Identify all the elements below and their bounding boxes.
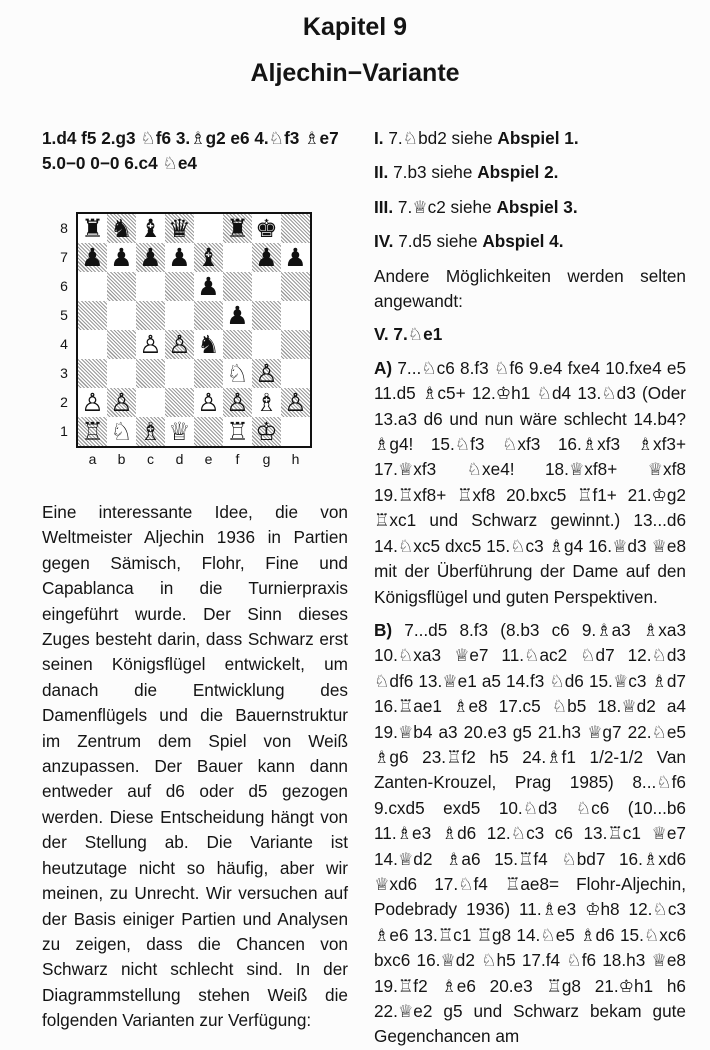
board-square-f5 xyxy=(223,301,252,330)
chess-board xyxy=(76,212,312,448)
board-square-d6 xyxy=(165,272,194,301)
chess-piece-icon: ♘ xyxy=(226,359,249,388)
variant-number: III. xyxy=(374,196,394,217)
board-square-h7 xyxy=(281,243,310,272)
chess-piece-icon: ♕ xyxy=(168,417,191,446)
chess-piece-icon: ♙ xyxy=(197,388,220,417)
chess-piece-icon: ♝ xyxy=(197,243,220,272)
chess-piece-icon: ♙ xyxy=(139,330,162,359)
chess-piece-icon: ♜ xyxy=(226,214,249,243)
board-square-a7 xyxy=(78,243,107,272)
variant-a-paragraph xyxy=(374,356,686,610)
board-square-g3 xyxy=(252,359,281,388)
board-square-g5 xyxy=(252,301,281,330)
board-square-e7 xyxy=(194,243,223,272)
board-square-e4 xyxy=(194,330,223,359)
variant-a-label: A) xyxy=(374,357,393,378)
file-label: h xyxy=(291,451,300,467)
chess-piece-icon: ♗ xyxy=(255,388,278,417)
chess-piece-icon: ♟ xyxy=(197,272,220,301)
board-square-e5 xyxy=(194,301,223,330)
chess-piece-icon: ♙ xyxy=(226,388,249,417)
chess-piece-icon: ♟ xyxy=(168,243,191,272)
board-square-c2 xyxy=(136,388,165,417)
chess-piece-icon: ♔ xyxy=(255,417,278,446)
board-square-d2 xyxy=(165,388,194,417)
rank-label: 4 xyxy=(60,336,68,352)
rank-label: 1 xyxy=(60,423,68,439)
file-label: a xyxy=(88,451,97,467)
chess-piece-icon: ♘ xyxy=(110,417,133,446)
board-square-g1 xyxy=(252,417,281,446)
board-square-b2 xyxy=(107,388,136,417)
rank-label: 8 xyxy=(60,220,68,236)
board-square-c6 xyxy=(136,272,165,301)
board-square-h8 xyxy=(281,214,310,243)
board-square-d8 xyxy=(165,214,194,243)
file-label: f xyxy=(235,451,240,467)
rank-label: 7 xyxy=(60,249,68,265)
variant-number: II. xyxy=(374,162,389,183)
chess-piece-icon: ♛ xyxy=(168,214,191,243)
chess-piece-icon: ♚ xyxy=(255,214,278,243)
chess-piece-icon: ♙ xyxy=(284,388,307,417)
right-column xyxy=(374,126,686,1050)
chess-piece-icon: ♟ xyxy=(255,243,278,272)
variant-a-text: 7...♘c6 8.f3 ♘f6 9.e4 fxe4 10.fxe4 e5 11.d5 ♗c5+ 12.♔h1 ♘d4 13.♘d3 (Oder 13.a3 d6 und nun wäre schlecht 14.b4? ♗g4! 15.♘f3 ♘xf3 16.♗xf3 ♗xf3+ 17.♕xf3 ♘xe4! 18.♕xf8+ ♕xf8 19.♖xf8+ ♖xf8 20.bxc5 ♖f1+ 21.♔g2 ♖xc1 und Schwarz gewinnt.) 13...d6 14.♘xc5 dxc5 15.♘c3 ♗g4 16.♕d3 ♕e8 mit der Überführung der Dame auf den Königsflügel und guten Perspektiven. xyxy=(374,357,686,607)
file-label: b xyxy=(117,451,126,467)
board-square-e2 xyxy=(194,388,223,417)
board-square-b7 xyxy=(107,243,136,272)
chess-piece-icon: ♟ xyxy=(81,243,104,272)
chess-piece-icon: ♟ xyxy=(284,243,307,272)
board-square-a2 xyxy=(78,388,107,417)
chess-piece-icon: ♙ xyxy=(255,359,278,388)
rank-label: 2 xyxy=(60,394,68,410)
board-square-f1 xyxy=(223,417,252,446)
chess-piece-icon: ♞ xyxy=(197,330,220,359)
variant-b-label: B) xyxy=(374,619,393,640)
variant-item xyxy=(374,126,686,151)
rank-label: 6 xyxy=(60,278,68,294)
board-square-c8 xyxy=(136,214,165,243)
variant-item xyxy=(374,160,686,185)
board-square-c1 xyxy=(136,417,165,446)
board-square-a1 xyxy=(78,417,107,446)
variant-item xyxy=(374,229,686,254)
variant-reference: Abspiel 2. xyxy=(477,162,559,183)
board-square-c7 xyxy=(136,243,165,272)
variant-move: 7.♘bd2 siehe xyxy=(388,128,493,148)
chess-piece-icon: ♟ xyxy=(139,243,162,272)
left-text-block xyxy=(42,500,348,1034)
board-square-f6 xyxy=(223,272,252,301)
variant-item xyxy=(374,195,686,220)
chess-piece-icon: ♞ xyxy=(110,214,133,243)
board-square-e8 xyxy=(194,214,223,243)
chess-piece-icon: ♖ xyxy=(226,417,249,446)
file-labels xyxy=(78,450,310,470)
chess-piece-icon: ♟ xyxy=(226,301,249,330)
board-square-h4 xyxy=(281,330,310,359)
chess-piece-icon: ♖ xyxy=(81,417,104,446)
variant-number: IV. xyxy=(374,231,394,252)
board-square-a3 xyxy=(78,359,107,388)
board-square-e6 xyxy=(194,272,223,301)
board-square-b5 xyxy=(107,301,136,330)
variant-list xyxy=(374,126,686,255)
variant-reference: Abspiel 3. xyxy=(496,196,578,217)
board-square-a8 xyxy=(78,214,107,243)
board-square-b4 xyxy=(107,330,136,359)
board-square-a5 xyxy=(78,301,107,330)
board-square-g4 xyxy=(252,330,281,359)
variant-b-text: 7...d5 8.f3 (8.b3 c6 9.♗a3 ♗xa3 10.♘xa3 ♕e7 11.♘ac2 ♘d7 12.♘d3 ♘df6 13.♕e1 a5 14.f3 ♘d6 15.♕c3 ♗d7 16.♖ae1 ♗e8 17.c5 ♘b5 18.♕d2 a4 19.♕b4 a3 20.e3 g5 21.h3 ♕g7 22.♘e5 ♗g6 23.♖f2 h5 24.♗f1 1/2-1/2 Van Zanten-Krouzel, Prag 1985) 8...♘f6 9.cxd5 exd5 10.♘d3 ♘c6 (10...b6 11.♗e3 ♗d6 12.♘c3 c6 13.♖c1 ♕e7 14.♕d2 ♗a6 15.♖f4 ♘bd7 16.♗xd6 ♕xd6 17.♘f4 ♖ae8= Flohr-Aljechin, Podebrady 1936) 11.♗e3 ♔h8 12.♘c3 ♗e6 13.♖c1 ♖g8 14.♘e5 ♗d6 15.♘xc6 bxc6 16.♕d2 ♘h5 17.f4 ♘f6 18.h3 ♕e8 19.♖f2 ♗e6 20.e3 ♖g8 21.♔h1 h6 22.♕e2 g5 und Schwarz bekam gute Gegenchancen am xyxy=(374,619,687,1047)
board-square-h1 xyxy=(281,417,310,446)
board-square-g8 xyxy=(252,214,281,243)
board-square-e3 xyxy=(194,359,223,388)
chess-piece-icon: ♟ xyxy=(110,243,133,272)
rank-label: 3 xyxy=(60,365,68,381)
variant-move: 7.d5 siehe xyxy=(398,231,478,252)
file-label: e xyxy=(204,451,213,467)
left-column xyxy=(42,126,348,176)
board-square-c5 xyxy=(136,301,165,330)
board-square-h6 xyxy=(281,272,310,301)
file-label: c xyxy=(147,451,154,467)
board-square-f4 xyxy=(223,330,252,359)
opening-moves-line-1: 1.d4 f5 2.g3 ♘f6 3.♗g2 e6 4.♘f3 ♗e7 xyxy=(42,128,339,148)
board-square-b6 xyxy=(107,272,136,301)
board-square-f8 xyxy=(223,214,252,243)
board-square-e1 xyxy=(194,417,223,446)
chapter-title: Aljechin−Variante xyxy=(250,59,460,87)
chess-piece-icon: ♙ xyxy=(81,388,104,417)
board-square-g7 xyxy=(252,243,281,272)
board-square-d3 xyxy=(165,359,194,388)
board-square-c4 xyxy=(136,330,165,359)
board-square-d5 xyxy=(165,301,194,330)
chess-piece-icon: ♙ xyxy=(168,330,191,359)
board-square-h3 xyxy=(281,359,310,388)
chess-piece-icon: ♗ xyxy=(139,417,162,446)
board-square-g2 xyxy=(252,388,281,417)
board-square-f7 xyxy=(223,243,252,272)
variant-b-paragraph xyxy=(374,618,686,1050)
chess-piece-icon: ♜ xyxy=(81,214,104,243)
file-label: d xyxy=(175,451,184,467)
rank-label: 5 xyxy=(60,307,68,323)
board-square-b1 xyxy=(107,417,136,446)
board-square-a4 xyxy=(78,330,107,359)
variant-number: I. xyxy=(374,128,384,148)
opening-moves-line-2: 5.0−0 0−0 6.c4 ♘e4 xyxy=(42,153,197,173)
variant-move: 7.♕c2 siehe xyxy=(397,196,492,217)
board-square-f2 xyxy=(223,388,252,417)
file-label: g xyxy=(262,451,271,467)
board-square-h2 xyxy=(281,388,310,417)
board-square-b8 xyxy=(107,214,136,243)
variant-reference: Abspiel 4. xyxy=(482,231,564,252)
variant-v-label: V. 7.♘e1 xyxy=(374,324,443,345)
board-square-c3 xyxy=(136,359,165,388)
board-square-d4 xyxy=(165,330,194,359)
chess-piece-icon: ♙ xyxy=(110,388,133,417)
intro-paragraph: Eine interessante Idee, die von Weltmeister Aljechin 1936 in Partien gegen Sämisch, Flohr, Fine und Capablanca in die Turnierpraxis eingeführt wurde. Der Sinn dieses Zuges besteht darin, dass Schwarz erst seinen Königsflügel entwickelt, um danach die Entwicklung des Damenflügels und die Bauernstruktur im Zentrum dem Spiel von Weiß anzupassen. Der Bauer kann dann entweder auf d6 oder d5 gezogen werden. Diese Entscheidung hängt von der Stellung ab. Die Variante ist heutzutage nicht so häufig, aber wir meinen, zu Unrecht. Wir versuchen auf der Basis einiger Partien und Analysen zu zeigen, dass die Chancen von Schwarz nicht schlecht sind. In der Diagrammstellung stehen Weiß die folgenden Varianten zur Verfügung: xyxy=(42,502,348,1031)
board-square-g6 xyxy=(252,272,281,301)
board-square-d7 xyxy=(165,243,194,272)
board-square-f3 xyxy=(223,359,252,388)
board-square-b3 xyxy=(107,359,136,388)
chapter-number: Kapitel 9 xyxy=(302,13,408,41)
variant-move: 7.b3 siehe xyxy=(393,162,473,183)
variant-reference: Abspiel 1. xyxy=(497,128,579,148)
board-square-h5 xyxy=(281,301,310,330)
board-square-d1 xyxy=(165,417,194,446)
other-options-text: Andere Möglichkeiten werden selten angewandt: xyxy=(374,265,686,312)
chess-piece-icon: ♝ xyxy=(139,214,162,243)
board-square-a6 xyxy=(78,272,107,301)
